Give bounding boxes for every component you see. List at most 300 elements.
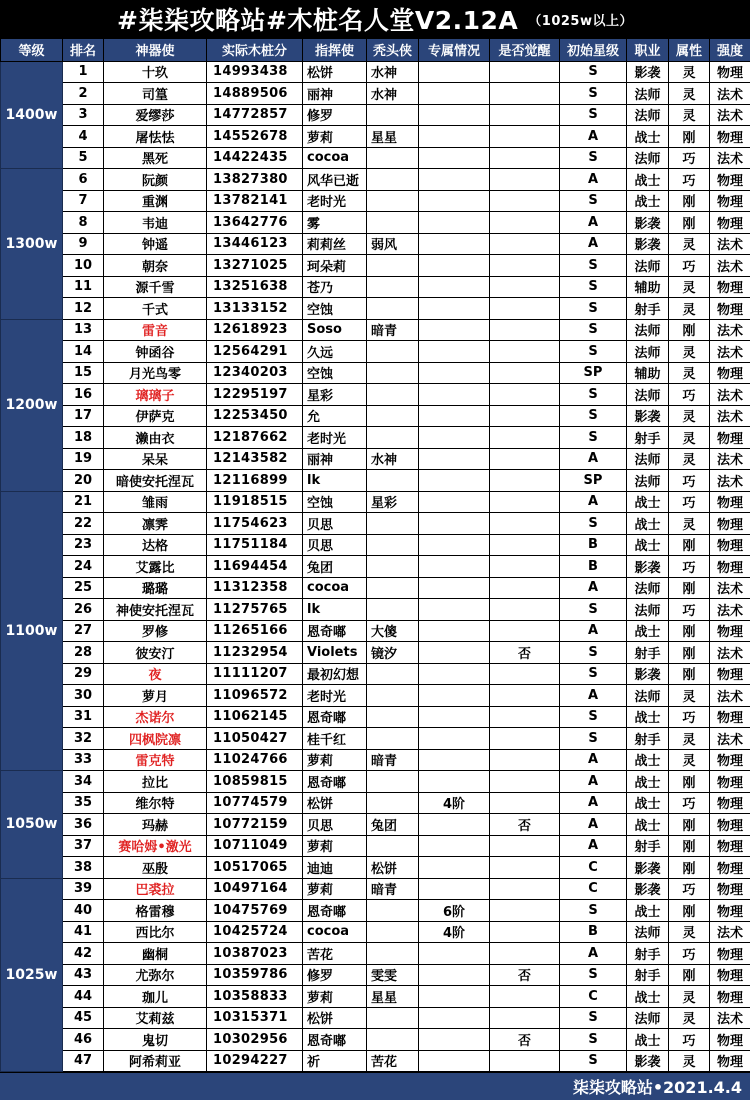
star-cell: S bbox=[560, 61, 627, 83]
exclusive-cell: 6阶 bbox=[419, 900, 490, 922]
table-row bbox=[1, 685, 750, 707]
strength-cell: 法术 bbox=[710, 642, 750, 664]
table-row bbox=[1, 620, 750, 642]
strength-cell: 物理 bbox=[710, 1029, 750, 1051]
commander-cell: 莉莉丝 bbox=[303, 233, 367, 255]
bald-cell: 星彩 bbox=[367, 491, 419, 513]
pilot-cell: 钟函谷 bbox=[104, 341, 207, 363]
bald-cell bbox=[367, 341, 419, 363]
awakened-cell bbox=[490, 276, 560, 298]
rank-cell: 18 bbox=[63, 427, 104, 449]
job-cell: 法师 bbox=[627, 104, 669, 126]
job-cell: 战士 bbox=[627, 1029, 669, 1051]
attribute-cell: 刚 bbox=[669, 663, 710, 685]
commander-cell: 丽神 bbox=[303, 448, 367, 470]
rank-cell: 44 bbox=[63, 986, 104, 1008]
job-cell: 影袭 bbox=[627, 878, 669, 900]
attribute-cell: 巧 bbox=[669, 491, 710, 513]
attribute-cell: 灵 bbox=[669, 61, 710, 83]
table-row bbox=[1, 900, 750, 922]
job-cell: 战士 bbox=[627, 169, 669, 191]
exclusive-cell bbox=[419, 1050, 490, 1072]
score-cell: 11918515 bbox=[207, 491, 303, 513]
exclusive-cell bbox=[419, 427, 490, 449]
job-cell: 战士 bbox=[627, 513, 669, 535]
table-row bbox=[1, 986, 750, 1008]
attribute-cell: 巧 bbox=[669, 169, 710, 191]
star-cell: A bbox=[560, 212, 627, 234]
score-cell: 14552678 bbox=[207, 126, 303, 148]
score-cell: 10497164 bbox=[207, 878, 303, 900]
title-text: #柒柒攻略站#木桩名人堂V2.12A bbox=[117, 6, 519, 35]
strength-cell: 法术 bbox=[710, 255, 750, 277]
star-cell: S bbox=[560, 190, 627, 212]
job-cell: 战士 bbox=[627, 792, 669, 814]
job-cell: 法师 bbox=[627, 83, 669, 105]
exclusive-cell bbox=[419, 513, 490, 535]
commander-cell: cocoa bbox=[303, 921, 367, 943]
attribute-cell: 巧 bbox=[669, 147, 710, 169]
pilot-cell: 维尔特 bbox=[104, 792, 207, 814]
commander-cell: 贝思 bbox=[303, 814, 367, 836]
exclusive-cell bbox=[419, 878, 490, 900]
pilot-cell: 萝月 bbox=[104, 685, 207, 707]
pilot-cell: 雷克特 bbox=[104, 749, 207, 771]
job-cell: 影袭 bbox=[627, 556, 669, 578]
awakened-cell bbox=[490, 921, 560, 943]
star-cell: B bbox=[560, 556, 627, 578]
star-cell: A bbox=[560, 835, 627, 857]
star-cell: C bbox=[560, 857, 627, 879]
job-cell: 射手 bbox=[627, 943, 669, 965]
exclusive-cell bbox=[419, 233, 490, 255]
ranking-table bbox=[0, 38, 750, 1072]
rank-cell: 11 bbox=[63, 276, 104, 298]
star-cell: B bbox=[560, 921, 627, 943]
star-cell: S bbox=[560, 599, 627, 621]
pilot-cell: 四枫院凛 bbox=[104, 728, 207, 750]
tier-label: 1300w bbox=[1, 169, 63, 320]
table-row bbox=[1, 728, 750, 750]
star-cell: S bbox=[560, 83, 627, 105]
attribute-cell: 巧 bbox=[669, 556, 710, 578]
commander-cell: Soso bbox=[303, 319, 367, 341]
pilot-cell: 珈儿 bbox=[104, 986, 207, 1008]
score-cell: 13446123 bbox=[207, 233, 303, 255]
bald-cell bbox=[367, 921, 419, 943]
strength-cell: 法术 bbox=[710, 577, 750, 599]
strength-cell: 法术 bbox=[710, 319, 750, 341]
rank-cell: 14 bbox=[63, 341, 104, 363]
exclusive-cell bbox=[419, 61, 490, 83]
exclusive-cell bbox=[419, 190, 490, 212]
attribute-cell: 巧 bbox=[669, 1029, 710, 1051]
attribute-cell: 刚 bbox=[669, 319, 710, 341]
score-cell: 10859815 bbox=[207, 771, 303, 793]
table-row bbox=[1, 1007, 750, 1029]
attribute-cell: 刚 bbox=[669, 814, 710, 836]
bald-cell bbox=[367, 556, 419, 578]
commander-cell: 贝思 bbox=[303, 534, 367, 556]
bald-cell: 大傻 bbox=[367, 620, 419, 642]
strength-cell: 法术 bbox=[710, 448, 750, 470]
rank-cell: 7 bbox=[63, 190, 104, 212]
star-cell: B bbox=[560, 534, 627, 556]
score-cell: 11694454 bbox=[207, 556, 303, 578]
awakened-cell bbox=[490, 835, 560, 857]
table-row bbox=[1, 190, 750, 212]
pilot-cell: 屠怯怯 bbox=[104, 126, 207, 148]
awakened-cell bbox=[490, 513, 560, 535]
tier-label: 1050w bbox=[1, 771, 63, 879]
score-cell: 13133152 bbox=[207, 298, 303, 320]
rank-cell: 22 bbox=[63, 513, 104, 535]
pilot-cell: 玛赫 bbox=[104, 814, 207, 836]
awakened-cell bbox=[490, 599, 560, 621]
strength-cell: 法术 bbox=[710, 921, 750, 943]
exclusive-cell bbox=[419, 212, 490, 234]
attribute-cell: 灵 bbox=[669, 513, 710, 535]
strength-cell: 法术 bbox=[710, 599, 750, 621]
strength-cell: 物理 bbox=[710, 212, 750, 234]
attribute-cell: 灵 bbox=[669, 986, 710, 1008]
exclusive-cell bbox=[419, 749, 490, 771]
exclusive-cell bbox=[419, 814, 490, 836]
pilot-cell: 夜 bbox=[104, 663, 207, 685]
score-cell: 10359786 bbox=[207, 964, 303, 986]
score-cell: 11265166 bbox=[207, 620, 303, 642]
job-cell: 影袭 bbox=[627, 212, 669, 234]
exclusive-cell bbox=[419, 298, 490, 320]
attribute-cell: 灵 bbox=[669, 921, 710, 943]
pilot-cell: 幽桐 bbox=[104, 943, 207, 965]
attribute-cell: 巧 bbox=[669, 792, 710, 814]
table-row bbox=[1, 749, 750, 771]
score-cell: 13827380 bbox=[207, 169, 303, 191]
pilot-cell: 源千雪 bbox=[104, 276, 207, 298]
exclusive-cell bbox=[419, 857, 490, 879]
job-cell: 战士 bbox=[627, 534, 669, 556]
score-cell: 10294227 bbox=[207, 1050, 303, 1072]
rank-cell: 33 bbox=[63, 749, 104, 771]
exclusive-cell bbox=[419, 448, 490, 470]
rank-cell: 1 bbox=[63, 61, 104, 83]
exclusive-cell bbox=[419, 771, 490, 793]
table-row bbox=[1, 513, 750, 535]
star-cell: S bbox=[560, 513, 627, 535]
col-header-score: 实际木桩分 bbox=[207, 39, 303, 62]
rank-cell: 20 bbox=[63, 470, 104, 492]
commander-cell: 空蚀 bbox=[303, 491, 367, 513]
commander-cell: 贝思 bbox=[303, 513, 367, 535]
table-row bbox=[1, 964, 750, 986]
pilot-cell: 西比尔 bbox=[104, 921, 207, 943]
job-cell: 影袭 bbox=[627, 857, 669, 879]
table-row bbox=[1, 319, 750, 341]
rank-cell: 42 bbox=[63, 943, 104, 965]
pilot-cell: 凛霁 bbox=[104, 513, 207, 535]
table-row bbox=[1, 835, 750, 857]
awakened-cell bbox=[490, 298, 560, 320]
star-cell: S bbox=[560, 642, 627, 664]
title-subtitle: （1025w以上） bbox=[528, 13, 633, 29]
awakened-cell bbox=[490, 556, 560, 578]
bald-cell: 兔团 bbox=[367, 814, 419, 836]
score-cell: 10315371 bbox=[207, 1007, 303, 1029]
awakened-cell bbox=[490, 212, 560, 234]
exclusive-cell bbox=[419, 319, 490, 341]
job-cell: 法师 bbox=[627, 577, 669, 599]
table-row bbox=[1, 126, 750, 148]
awakened-cell bbox=[490, 362, 560, 384]
rank-cell: 5 bbox=[63, 147, 104, 169]
exclusive-cell bbox=[419, 405, 490, 427]
strength-cell: 物理 bbox=[710, 126, 750, 148]
strength-cell: 法术 bbox=[710, 104, 750, 126]
exclusive-cell bbox=[419, 986, 490, 1008]
col-header-strength: 强度 bbox=[710, 39, 750, 62]
pilot-cell: 千式 bbox=[104, 298, 207, 320]
strength-cell: 物理 bbox=[710, 427, 750, 449]
pilot-cell: 暗使安托涅瓦 bbox=[104, 470, 207, 492]
job-cell: 法师 bbox=[627, 921, 669, 943]
star-cell: S bbox=[560, 663, 627, 685]
strength-cell: 物理 bbox=[710, 491, 750, 513]
score-cell: 10711049 bbox=[207, 835, 303, 857]
star-cell: S bbox=[560, 900, 627, 922]
bald-cell bbox=[367, 599, 419, 621]
commander-cell: 星彩 bbox=[303, 384, 367, 406]
score-cell: 12618923 bbox=[207, 319, 303, 341]
commander-cell: 恩奇嘟 bbox=[303, 706, 367, 728]
strength-cell: 物理 bbox=[710, 534, 750, 556]
table-row bbox=[1, 169, 750, 191]
job-cell: 法师 bbox=[627, 255, 669, 277]
job-cell: 法师 bbox=[627, 147, 669, 169]
job-cell: 法师 bbox=[627, 319, 669, 341]
strength-cell: 法术 bbox=[710, 233, 750, 255]
exclusive-cell bbox=[419, 620, 490, 642]
star-cell: S bbox=[560, 1007, 627, 1029]
exclusive-cell bbox=[419, 126, 490, 148]
attribute-cell: 刚 bbox=[669, 900, 710, 922]
pilot-cell: 黑死 bbox=[104, 147, 207, 169]
exclusive-cell: 4阶 bbox=[419, 792, 490, 814]
table-row bbox=[1, 534, 750, 556]
attribute-cell: 刚 bbox=[669, 577, 710, 599]
rank-cell: 21 bbox=[63, 491, 104, 513]
rank-cell: 47 bbox=[63, 1050, 104, 1072]
awakened-cell bbox=[490, 405, 560, 427]
attribute-cell: 巧 bbox=[669, 878, 710, 900]
exclusive-cell bbox=[419, 169, 490, 191]
awakened-cell bbox=[490, 663, 560, 685]
col-header-job: 职业 bbox=[627, 39, 669, 62]
star-cell: A bbox=[560, 792, 627, 814]
col-header-pilot: 神器使 bbox=[104, 39, 207, 62]
job-cell: 战士 bbox=[627, 900, 669, 922]
rank-cell: 46 bbox=[63, 1029, 104, 1051]
job-cell: 射手 bbox=[627, 964, 669, 986]
attribute-cell: 巧 bbox=[669, 706, 710, 728]
strength-cell: 物理 bbox=[710, 556, 750, 578]
table-row bbox=[1, 83, 750, 105]
table-row bbox=[1, 255, 750, 277]
score-cell: 10358833 bbox=[207, 986, 303, 1008]
attribute-cell: 灵 bbox=[669, 1050, 710, 1072]
exclusive-cell bbox=[419, 470, 490, 492]
score-cell: 10302956 bbox=[207, 1029, 303, 1051]
rank-cell: 25 bbox=[63, 577, 104, 599]
star-cell: A bbox=[560, 169, 627, 191]
rank-cell: 2 bbox=[63, 83, 104, 105]
awakened-cell bbox=[490, 491, 560, 513]
attribute-cell: 刚 bbox=[669, 771, 710, 793]
exclusive-cell bbox=[419, 276, 490, 298]
commander-cell: 久远 bbox=[303, 341, 367, 363]
pilot-cell: 鬼切 bbox=[104, 1029, 207, 1051]
star-cell: S bbox=[560, 1050, 627, 1072]
footer-text: 柒柒攻略站•2021.4.4 bbox=[572, 1078, 742, 1097]
commander-cell: lk bbox=[303, 599, 367, 621]
rank-cell: 34 bbox=[63, 771, 104, 793]
rank-cell: 9 bbox=[63, 233, 104, 255]
exclusive-cell bbox=[419, 685, 490, 707]
awakened-cell bbox=[490, 470, 560, 492]
exclusive-cell bbox=[419, 255, 490, 277]
bald-cell bbox=[367, 276, 419, 298]
pilot-cell: 杰诺尔 bbox=[104, 706, 207, 728]
table-row bbox=[1, 577, 750, 599]
rank-cell: 30 bbox=[63, 685, 104, 707]
commander-cell: 萝莉 bbox=[303, 749, 367, 771]
pilot-cell: 达格 bbox=[104, 534, 207, 556]
awakened-cell bbox=[490, 749, 560, 771]
star-cell: C bbox=[560, 986, 627, 1008]
exclusive-cell bbox=[419, 556, 490, 578]
score-cell: 14993438 bbox=[207, 61, 303, 83]
job-cell: 战士 bbox=[627, 771, 669, 793]
star-cell: S bbox=[560, 405, 627, 427]
job-cell: 法师 bbox=[627, 685, 669, 707]
score-cell: 10517065 bbox=[207, 857, 303, 879]
exclusive-cell bbox=[419, 642, 490, 664]
strength-cell: 法术 bbox=[710, 470, 750, 492]
score-cell: 10772159 bbox=[207, 814, 303, 836]
score-cell: 10387023 bbox=[207, 943, 303, 965]
commander-cell: 老时光 bbox=[303, 427, 367, 449]
awakened-cell: 否 bbox=[490, 814, 560, 836]
exclusive-cell: 4阶 bbox=[419, 921, 490, 943]
score-cell: 12295197 bbox=[207, 384, 303, 406]
star-cell: SP bbox=[560, 362, 627, 384]
strength-cell: 法术 bbox=[710, 83, 750, 105]
commander-cell: 修罗 bbox=[303, 964, 367, 986]
job-cell: 射手 bbox=[627, 642, 669, 664]
score-cell: 13782141 bbox=[207, 190, 303, 212]
awakened-cell bbox=[490, 147, 560, 169]
pilot-cell: 艾露比 bbox=[104, 556, 207, 578]
job-cell: 法师 bbox=[627, 1007, 669, 1029]
pilot-cell: 伊萨克 bbox=[104, 405, 207, 427]
commander-cell: 珂朵莉 bbox=[303, 255, 367, 277]
score-cell: 14422435 bbox=[207, 147, 303, 169]
star-cell: A bbox=[560, 943, 627, 965]
awakened-cell bbox=[490, 620, 560, 642]
awakened-cell bbox=[490, 104, 560, 126]
bald-cell bbox=[367, 1007, 419, 1029]
awakened-cell bbox=[490, 878, 560, 900]
star-cell: S bbox=[560, 147, 627, 169]
score-cell: 10425724 bbox=[207, 921, 303, 943]
bald-cell bbox=[367, 298, 419, 320]
commander-cell: 祈 bbox=[303, 1050, 367, 1072]
strength-cell: 物理 bbox=[710, 857, 750, 879]
awakened-cell bbox=[490, 986, 560, 1008]
commander-cell: 松饼 bbox=[303, 792, 367, 814]
score-cell: 10475769 bbox=[207, 900, 303, 922]
table-row bbox=[1, 212, 750, 234]
score-cell: 11050427 bbox=[207, 728, 303, 750]
bald-cell bbox=[367, 685, 419, 707]
star-cell: A bbox=[560, 620, 627, 642]
strength-cell: 物理 bbox=[710, 61, 750, 83]
job-cell: 战士 bbox=[627, 620, 669, 642]
table-row bbox=[1, 341, 750, 363]
pilot-cell: 钟遥 bbox=[104, 233, 207, 255]
table-row bbox=[1, 857, 750, 879]
strength-cell: 物理 bbox=[710, 706, 750, 728]
score-cell: 12253450 bbox=[207, 405, 303, 427]
tier-label: 1400w bbox=[1, 61, 63, 169]
awakened-cell bbox=[490, 792, 560, 814]
exclusive-cell bbox=[419, 1029, 490, 1051]
star-cell: S bbox=[560, 384, 627, 406]
star-cell: A bbox=[560, 749, 627, 771]
exclusive-cell bbox=[419, 147, 490, 169]
commander-cell: 兔团 bbox=[303, 556, 367, 578]
exclusive-cell bbox=[419, 943, 490, 965]
rank-cell: 6 bbox=[63, 169, 104, 191]
bald-cell: 水神 bbox=[367, 61, 419, 83]
col-header-commander: 指挥使 bbox=[303, 39, 367, 62]
attribute-cell: 刚 bbox=[669, 642, 710, 664]
bald-cell bbox=[367, 212, 419, 234]
strength-cell: 物理 bbox=[710, 620, 750, 642]
exclusive-cell bbox=[419, 964, 490, 986]
score-cell: 11232954 bbox=[207, 642, 303, 664]
job-cell: 战士 bbox=[627, 814, 669, 836]
commander-cell: lk bbox=[303, 470, 367, 492]
bald-cell bbox=[367, 706, 419, 728]
bald-cell bbox=[367, 900, 419, 922]
commander-cell: 恩奇嘟 bbox=[303, 771, 367, 793]
table-row bbox=[1, 663, 750, 685]
footer bbox=[0, 1072, 750, 1100]
star-cell: S bbox=[560, 1029, 627, 1051]
job-cell: 射手 bbox=[627, 427, 669, 449]
awakened-cell bbox=[490, 1007, 560, 1029]
bald-cell: 星星 bbox=[367, 126, 419, 148]
star-cell: S bbox=[560, 255, 627, 277]
awakened-cell bbox=[490, 448, 560, 470]
strength-cell: 物理 bbox=[710, 298, 750, 320]
exclusive-cell bbox=[419, 341, 490, 363]
rank-cell: 37 bbox=[63, 835, 104, 857]
bald-cell bbox=[367, 663, 419, 685]
awakened-cell bbox=[490, 900, 560, 922]
rank-cell: 38 bbox=[63, 857, 104, 879]
